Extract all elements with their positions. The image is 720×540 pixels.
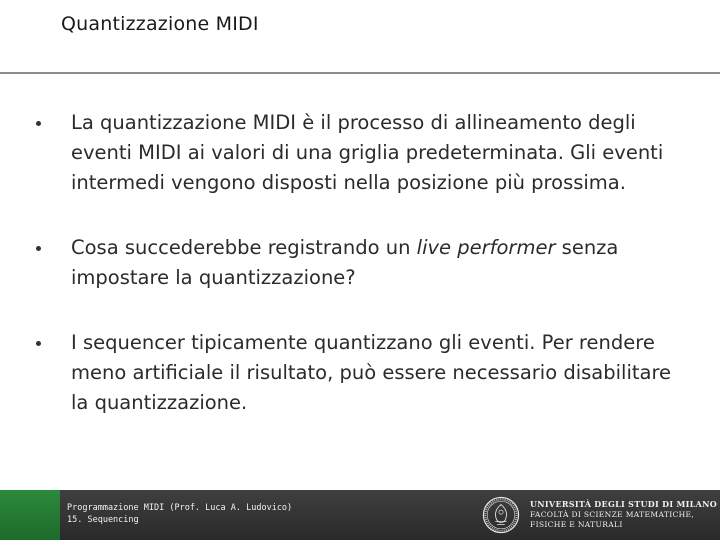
- university-line-1: UNIVERSITÀ DEGLI STUDI DI MILANO: [530, 499, 717, 509]
- slide-title: Quantizzazione MIDI: [61, 13, 259, 35]
- bullet-text: La quantizzazione MIDI è il processo di allineamento degli eventi MIDI ai valori di una griglia predeterminata. Gli eventi intermedi vengono disposti nella posizione più prossima.: [71, 111, 664, 194]
- footer-green-block: [0, 490, 60, 540]
- university-seal-icon: [482, 496, 520, 534]
- footer-course-info: [67, 502, 292, 526]
- university-line-2: FACOLTÀ DI SCIENZE MATEMATICHE,: [530, 509, 695, 519]
- bullet-dot-icon: [36, 121, 41, 126]
- footer-lesson: 15. Sequencing: [67, 515, 139, 525]
- bullet-list: [36, 108, 676, 418]
- bullet-text-end: senza impostare la quantizzazione?: [71, 236, 619, 289]
- bullet-item: [36, 233, 676, 293]
- bullet-dot-icon: [36, 246, 41, 251]
- bullet-dot-icon: [36, 341, 41, 346]
- bullet-text-italic: live performer: [416, 236, 556, 259]
- title-divider: [0, 72, 720, 74]
- bullet-item: [36, 108, 676, 198]
- university-name: [530, 499, 717, 531]
- footer-bar: [0, 490, 720, 540]
- footer-course: Programmazione MIDI (Prof. Luca A. Ludovico): [67, 503, 293, 513]
- bullet-text: I sequencer tipicamente quantizzano gli eventi. Per rendere meno artificiale il risultato, può essere necessario disabilitare la quantizzazione.: [71, 331, 672, 414]
- bullet-item: [36, 328, 676, 418]
- bullet-text-start: Cosa succederebbe registrando un: [71, 236, 417, 259]
- university-line-3: FISICHE E NATURALI: [530, 520, 623, 529]
